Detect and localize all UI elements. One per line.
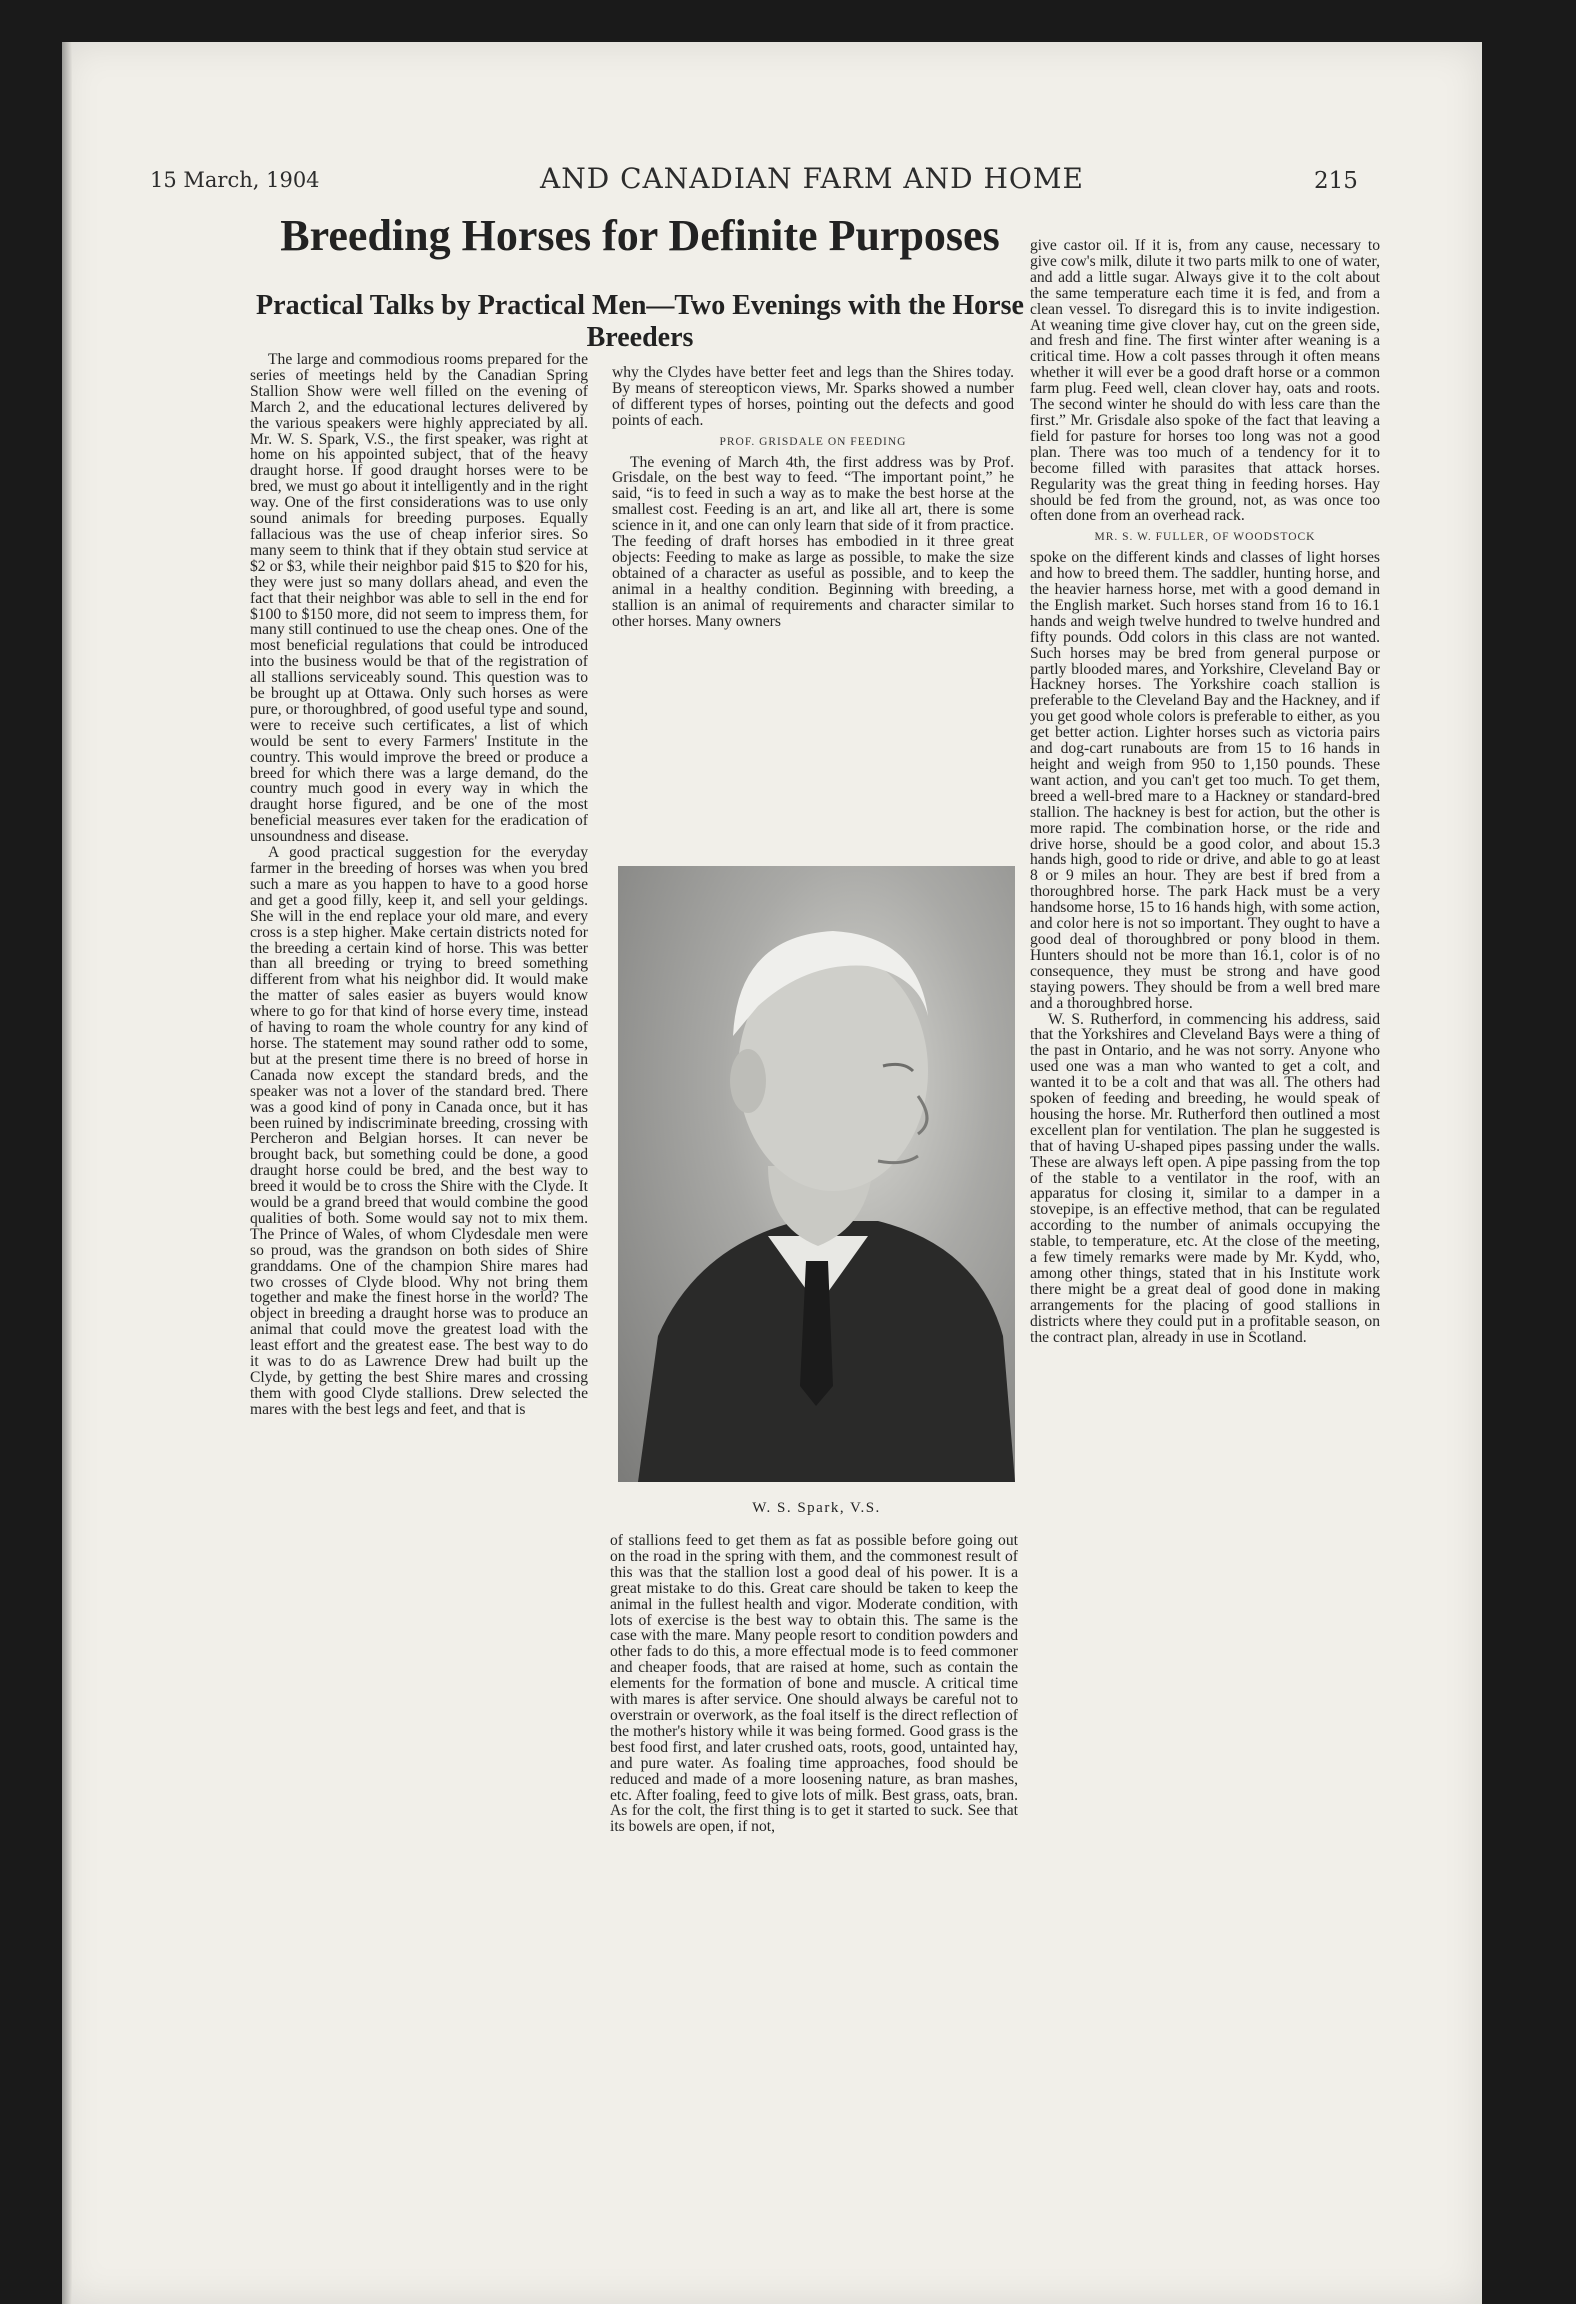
publication-name: AND CANADIAN FARM AND HOME <box>540 162 1084 195</box>
paragraph: W. S. Rutherford, in commencing his address, said that the Yorkshires and Cleveland Bays were a thing of the past in Ontario, and he was not sorry. Anyone who used one was a man who wanted to get a colt, and wanted it to be a colt and that was all. The others had spoken of feeding and breeding, he would speak of housing the horse. Mr. Rutherford then outlined a most excellent plan for ventilation. The plan he suggested is that of having U-shaped pipes passing under the walls. These are always left open. A pipe passing from the top of the stable to a ventilator in the roof, with an apparatus for closing it, similar to a damper in a stovepipe, is an effective method, that can be regulated according to the number of animals occupying the stable, to temperature, etc. At the close of the meeting, a few timely remarks were made by Mr. Kydd, who, among other things, stated that in his Institute work there might be a great deal of good done in making arrangements for the placing of good stallions in districts where they could put in a profitable season, on the contract plan, already in use in Scotland. <box>1030 1010 1380 1346</box>
column-2-bottom <box>610 1533 1018 2153</box>
page-number: 215 <box>1314 168 1358 194</box>
section-heading: MR. S. W. FULLER, OF WOODSTOCK <box>1094 531 1316 544</box>
portrait-illustration <box>618 866 1015 1482</box>
issue-date: 15 March, 1904 <box>150 168 320 192</box>
portrait-photo <box>618 866 1015 1482</box>
paragraph: spoke on the different kinds and classes of light horses and how to breed them. The saddler, hunting horse, and the heavier harness horse, met with a good demand in the English market. Such horses stand from 16 to 16.1 hands and weigh twelve hundred to twelve hundred and fifty pounds. Odd colors in this class are not wanted. Such horses may be bred from general purpose or partly blooded mares, and Yorkshire, Cleveland Bay or Hackney horses. The Yorkshire coach stallion is preferable to the Cleveland Bay and the Hackney, and if you get good whole colors is preferable to either, as you get better action. Lighter horses such as victoria pairs and dog-cart runabouts are from 15 to 16 hands in height and weigh from 950 to 1,150 pounds. These want action, and you can't get too much. To get them, breed a well-bred mare to a Hackney or standard-bred stallion. The hackney is best for action, but the other is more rapid. The combination horse, or the ride and drive horse, should be a good color, and about 15.3 hands high, good to ride or drive, and able to go at least 8 or 9 miles an hour. They are best if bred from a thoroughbred horse. The park Hack must be a very handsome horse, 15 to 16 hands high, with some action, and color here is not so important. They ought to have a good deal of thoroughbred or pony blood in them. Hunters should not be more than 16.1, color is of no consequence, they must be strong and have good staying powers. They should be from a well bred mare and a thoroughbred horse. <box>1030 549 1380 1012</box>
column-1 <box>250 352 588 2152</box>
column-2-top <box>612 365 1014 841</box>
paragraph: The large and commodious rooms prepared for the series of meetings held by the Canadian Spring Stallion Show were well filled on the evening of March 2, and the educational lectures delivered by the various speakers were highly appreciated by all. Mr. W. S. Spark, V.S., the first speaker, was right at home on his appointed subject, that of the heavy draught horse. If good draught horses were to be bred, we must go about it intelligently and in the right way. One of the first considerations was to use only sound animals for breeding purposes. Equally fallacious was the use of cheap inferior sires. So many seem to think that if they obtain stud service at $2 or $3, while their neighbor paid $15 to $20 for his, they were just so many dollars ahead, and even the fact that their neighbor was able to sell in the end for $100 to $150 more, did not seem to impress them, for many still continued to use the cheap ones. One of the most beneficial regulations that could be introduced into the business would be that of the registration of all stallions serviceably sound. This question was to be brought up at Ottawa. Only such horses as were pure, or thoroughbred, of good useful type and sound, were to receive such certificates, a list of which would be sent to every Farmers' Institute in the country. This would improve the breed or produce a breed for which there was a large demand, do the country much good in every way in which the draught horse figured, and be one of the most beneficial measures ever taken for the eradication of unsoundness and disease. <box>250 352 588 846</box>
paragraph: give castor oil. If it is, from any cause, necessary to give cow's milk, dilute it two parts milk to one of water, and add a little sugar. Always give it to the colt about the same temperature each time it is fed, and from a clean vessel. To disregard this is to invite indigestion. At weaning time give clover hay, cut on the green side, and fresh and fine. The first winter after weaning is a critical time. How a colt passes through it often means whether it will ever be a good draft horse or a common farm plug. Feed well, clean clover hay, oats and roots. The second winter he should do with less care than the first.” Mr. Grisdale also spoke of the fact that leaving a field for pasture for horses too long was not a good plan. There was too much of a tendency for it to become filled with parasites that attack horses. Regularity was the great thing in feeding horses. Hay should be fed from the ground, not, as was once too often done from an overhead rack. <box>1030 238 1380 525</box>
paragraph: why the Clydes have better feet and legs than the Shires today. By means of stereopticon views, Mr. Sparks showed a number of different types of horses, pointing out the defects and good points of each. <box>612 365 1014 429</box>
section-heading: PROF. GRISDALE ON FEEDING <box>719 435 907 448</box>
paragraph: of stallions feed to get them as fat as possible before going out on the road in the spring with them, and the commonest result of this was that the stallion lost a good deal of his power. It is a great mistake to do this. Great care should be taken to keep the animal in the fullest health and vigor. Moderate condition, with lots of exercise is the best way to obtain this. The same is the case with the mare. Many people resort to condition powders and other fads to do this, a more effectual mode is to feed commoner and cheaper foods, that are raised at home, such as contain the elements for the formation of bone and muscle. A critical time with mares is after service. One should always be careful not to overstrain or overwork, as the foal itself is the direct reflection of the mother's history while it was being formed. Good grass is the best food first, and later crushed oats, roots, good, untainted hay, and pure water. As foaling time approaches, food should be reduced and made of a more loosening nature, as bran mashes, etc. After foaling, feed to give lots of milk. Best grass, oats, bran. As for the colt, the first thing is to get it started to suck. See that its bowels are open, if not, <box>610 1533 1018 1836</box>
photo-caption: W. S. Spark, V.S. <box>752 1500 881 1516</box>
page-header <box>0 150 1576 195</box>
article-subtitle: Practical Talks by Practical Men—Two Evenings with the Horse Breeders <box>256 290 1024 353</box>
column-3 <box>1030 238 1380 2158</box>
paragraph: A good practical suggestion for the everyday farmer in the breeding of horses was when you bred such a mare as you happen to have to a good horse and get a good filly, keep it, and sell your geldings. She will in the end replace your old mare, and every cross is a step higher. Make certain districts noted for the breeding a certain kind of horse. This was better than all breeding or trying to breed something different from what his neighbor did. It would make the matter of sales easier as buyers would know where to go for that kind of horse every time, instead of having to roam the whole country for any kind of horse. The statement may sound rather odd to some, but at the present time there is no breed of horse in Canada now except the standard breds, and the speaker was not a lover of the standard bred. There was a good kind of pony in Canada once, but it has been ruined by indiscriminate breeding, crossing with Percheron and Belgian horses. It can never be brought back, but something could be done, a good draught horse could be bred, and the best way to breed it would be to cross the Shire with the Clyde. It would be a grand breed that would combine the good qualities of both. Some would say not to mix them. The Prince of Wales, of whom Clydesdale men were so proud, was the grandson on both sides of Shire granddams. One of the champion Shire mares had two crosses of Clyde blood. Why not bring them together and make the finest horse in the world? The object in breeding a draught horse was to produce an animal that could move the greatest load with the least effort and the greatest ease. The best way to do it was to do as Lawrence Drew had built up the Clyde, by getting the best Shire mares and crossing them with good Clyde stallions. Drew selected the mares with the best legs and feet, and that is <box>250 844 588 1418</box>
paragraph: The evening of March 4th, the first address was by Prof. Grisdale, on the best way to feed. “The important point,” he said, “is to feed in such a way as to make the best horse at the smallest cost. Feeding is an art, and like all art, there is some science in it, and one can only learn that side of it from practice. The feeding of draft horses has embodied in it three great objects: Feeding to make as large as possible, to make the size obtained of a character as useful as possible, and to keep the animal in a healthy condition. Beginning with breeding, a stallion is an animal of requirements and character similar to other horses. Many owners <box>612 453 1014 630</box>
article-title: Breeding Horses for Definite Purposes <box>280 211 1000 260</box>
page-fold-shadow <box>62 42 72 2304</box>
